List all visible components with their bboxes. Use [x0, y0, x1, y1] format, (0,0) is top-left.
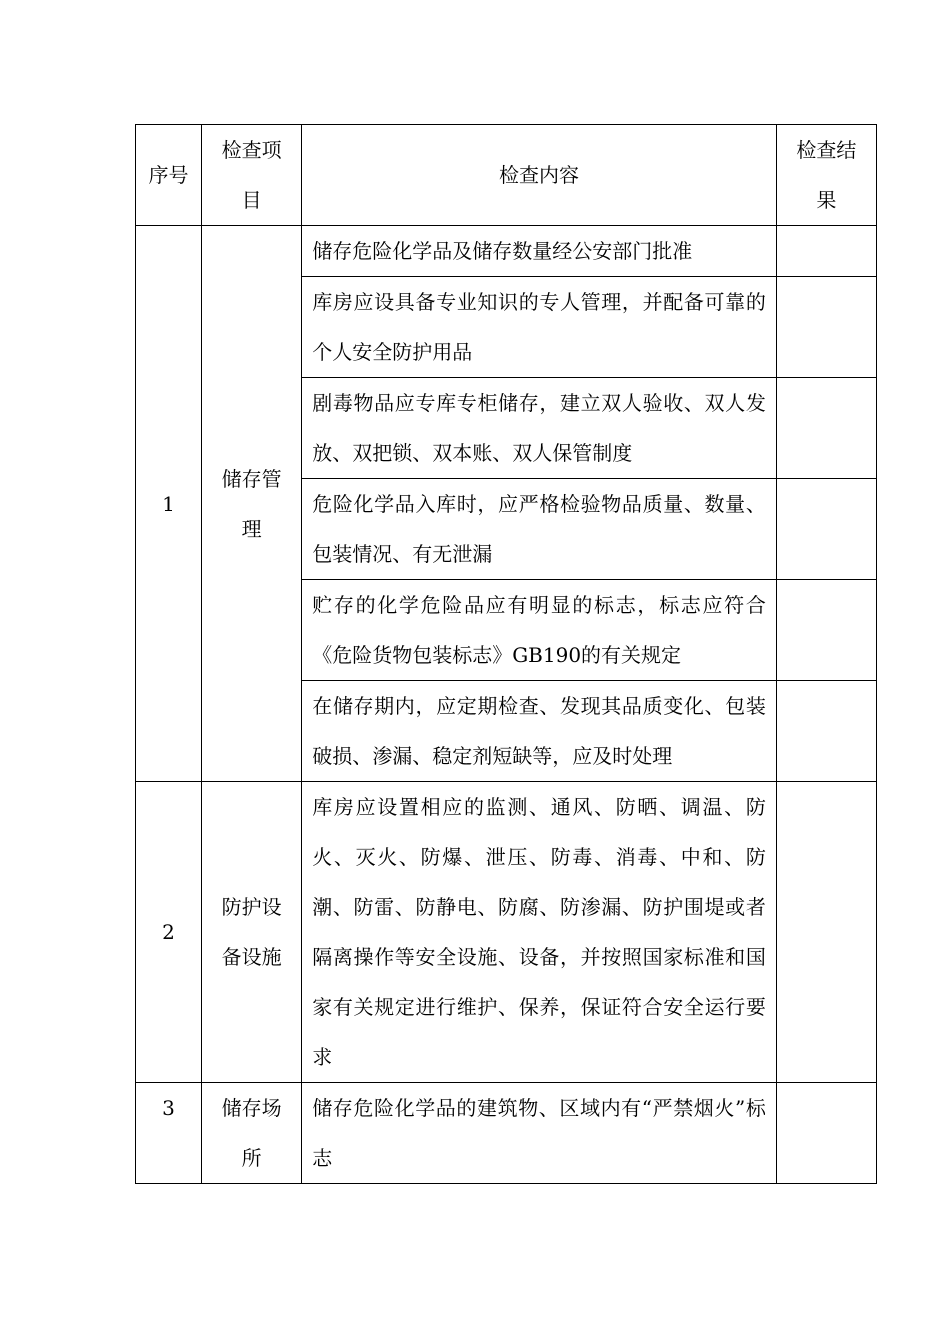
header-item: 检查项目	[202, 125, 302, 226]
result-cell[interactable]	[776, 479, 876, 580]
content-cell: 剧毒物品应专库专柜储存，建立双人验收、双人发放、双把锁、双本账、双人保管制度	[302, 378, 777, 479]
content-cell: 储存危险化学品及储存数量经公安部门批准	[302, 226, 777, 277]
content-cell: 危险化学品入库时，应严格检验物品质量、数量、包装情况、有无泄漏	[302, 479, 777, 580]
table-row	[136, 782, 877, 1083]
header-result: 检查结果	[776, 125, 876, 226]
section-item: 储存管理	[202, 226, 302, 782]
section-no: 1	[136, 226, 202, 782]
section-item: 防护设备设施	[202, 782, 302, 1083]
result-cell[interactable]	[776, 226, 876, 277]
content-cell: 库房应设具备专业知识的专人管理，并配备可靠的个人安全防护用品	[302, 277, 777, 378]
content-cell: 在储存期内，应定期检查、发现其品质变化、包装破损、渗漏、稳定剂短缺等，应及时处理	[302, 681, 777, 782]
table-row	[136, 1083, 877, 1184]
table-row	[136, 226, 877, 277]
result-cell[interactable]	[776, 378, 876, 479]
section-item: 储存场所	[202, 1083, 302, 1184]
content-cell: 储存危险化学品的建筑物、区域内有“严禁烟火”标志	[302, 1083, 777, 1184]
content-cell: 贮存的化学危险品应有明显的标志，标志应符合《危险货物包装标志》GB190的有关规定	[302, 580, 777, 681]
inspection-table	[135, 124, 877, 1184]
header-no: 序号	[136, 125, 202, 226]
header-row	[136, 125, 877, 226]
content-cell: 库房应设置相应的监测、通风、防晒、调温、防火、灭火、防爆、泄压、防毒、消毒、中和、防潮、防雷、防静电、防腐、防渗漏、防护围堤或者隔离操作等安全设施、设备，并按照国家标准和国家有关规定进行维护、保养，保证符合安全运行要求	[302, 782, 777, 1083]
result-cell[interactable]	[776, 681, 876, 782]
result-cell[interactable]	[776, 1083, 876, 1184]
section-no: 2	[136, 782, 202, 1083]
section-no: 3	[136, 1083, 202, 1184]
result-cell[interactable]	[776, 782, 876, 1083]
result-cell[interactable]	[776, 580, 876, 681]
header-content: 检查内容	[302, 125, 777, 226]
result-cell[interactable]	[776, 277, 876, 378]
